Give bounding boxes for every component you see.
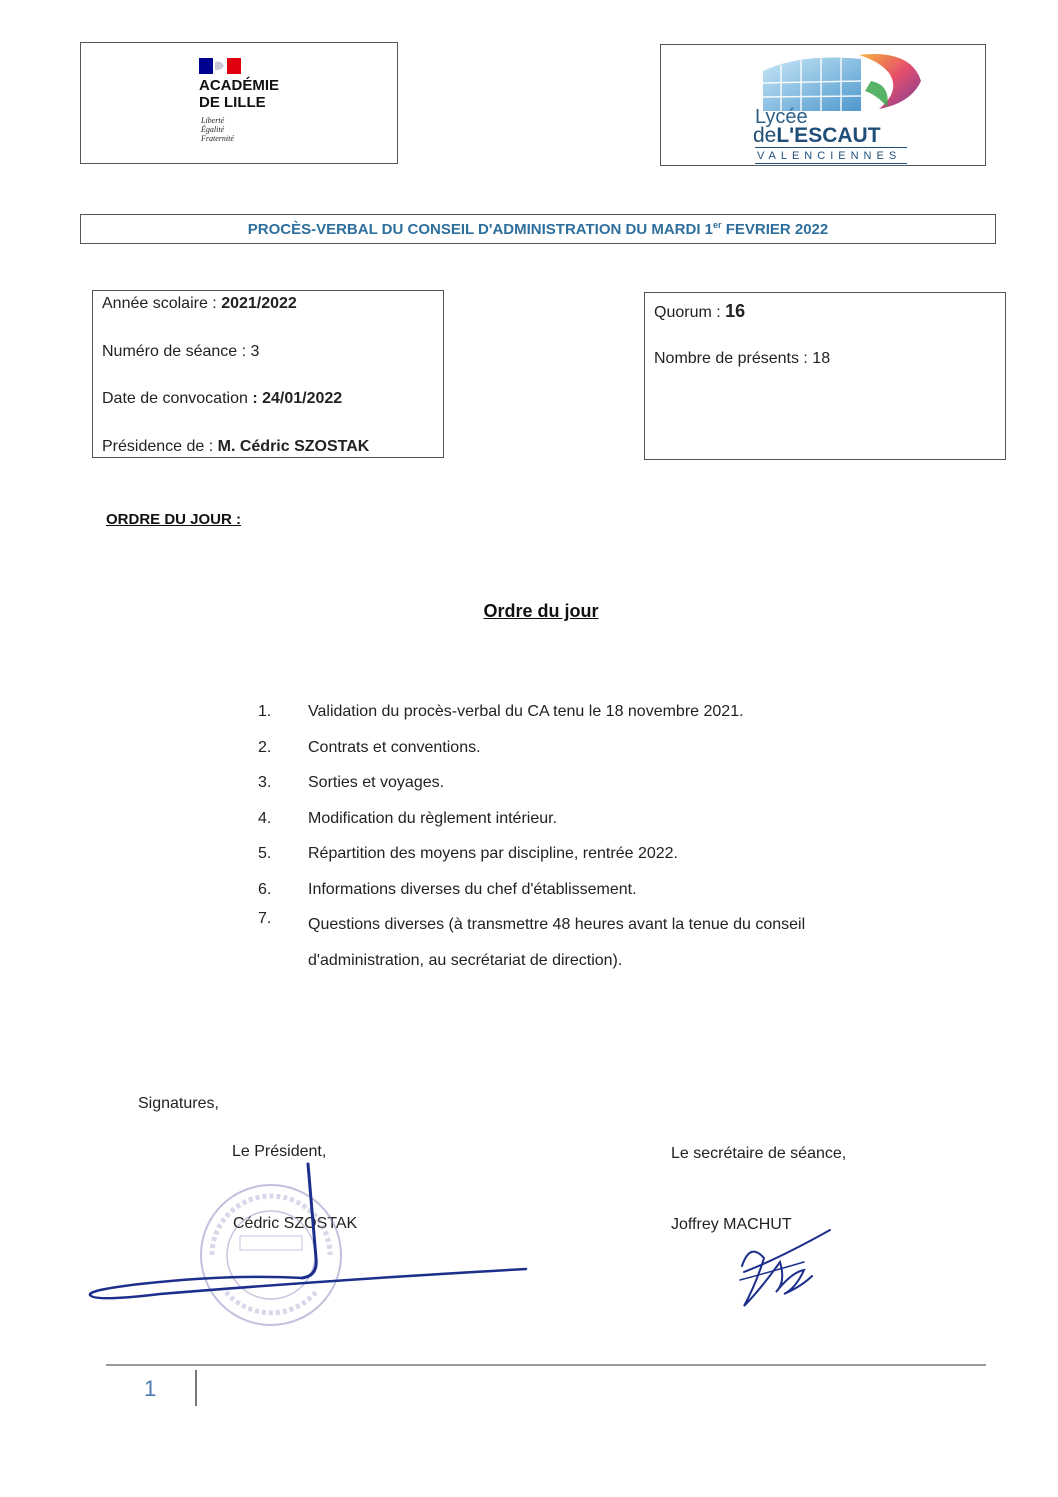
footer-divider xyxy=(106,1364,986,1366)
page-number: 1 xyxy=(144,1376,157,1401)
document-title-bar xyxy=(80,214,996,244)
agenda-list xyxy=(258,700,898,991)
president-name: Cédric SZOSTAK xyxy=(233,1215,358,1232)
signatures-label: Signatures, xyxy=(138,1095,219,1112)
list-item: 5. Répartition des moyens par discipline, rentrée 2022. xyxy=(258,845,678,862)
list-item: 6. Informations diverses du chef d'établissement. xyxy=(258,880,637,898)
quorum: Quorum : 16 xyxy=(654,301,746,321)
marianne-flag-icon xyxy=(199,58,241,74)
secretary-signature-icon xyxy=(730,1228,840,1313)
agenda-title: Ordre du jour xyxy=(483,601,599,621)
attendees-count: Nombre de présents : 18 xyxy=(654,350,831,367)
quorum-box xyxy=(644,292,1006,460)
lycee-name-line1: Lycée xyxy=(755,106,808,128)
list-item: 7. Questions diverses (à transmettre 48 heures avant la tenue du conseil d'administration, au secrétariat de direction). xyxy=(258,910,806,969)
lycee-logo-rule xyxy=(755,163,907,164)
session-info-box xyxy=(92,290,444,458)
lycee-logo-box xyxy=(660,44,986,166)
convocation-date: Date de convocation : 24/01/2022 xyxy=(102,390,343,407)
list-item: 4. Modification du règlement intérieur. xyxy=(258,809,558,827)
president-label: Le Président, xyxy=(232,1143,327,1160)
agenda-section-label: ORDRE DU JOUR : xyxy=(106,511,242,528)
school-year: Année scolaire : 2021/2022 xyxy=(102,295,297,312)
presidency: Présidence de : M. Cédric SZOSTAK xyxy=(102,438,370,455)
document-title: PROCÈS-VERBAL DU CONSEIL D'ADMINISTRATION DU MARDI 1er FEVRIER 2022 xyxy=(247,220,829,238)
list-item: 3. Sorties et voyages. xyxy=(258,774,445,791)
lycee-name-line2: deL'ESCAUT xyxy=(753,124,881,147)
republic-motto: Liberté Égalité Fraternité xyxy=(201,116,234,143)
session-number: Numéro de séance : 3 xyxy=(102,343,260,360)
footer-vertical-divider xyxy=(195,1370,197,1406)
secretary-name: Joffrey MACHUT xyxy=(671,1216,792,1233)
list-item: 1. Validation du procès-verbal du CA tenu le 18 novembre 2021. xyxy=(258,703,744,720)
secretary-label: Le secrétaire de séance, xyxy=(671,1145,847,1162)
lycee-logo-rule xyxy=(755,147,907,148)
academie-name: ACADÉMIE DE LILLE xyxy=(199,77,280,111)
president-signature-icon xyxy=(80,1160,540,1310)
lycee-city: VALENCIENNES xyxy=(757,150,902,162)
list-item: 2. Contrats et conventions. xyxy=(258,738,481,756)
academie-logo-box xyxy=(80,42,398,164)
